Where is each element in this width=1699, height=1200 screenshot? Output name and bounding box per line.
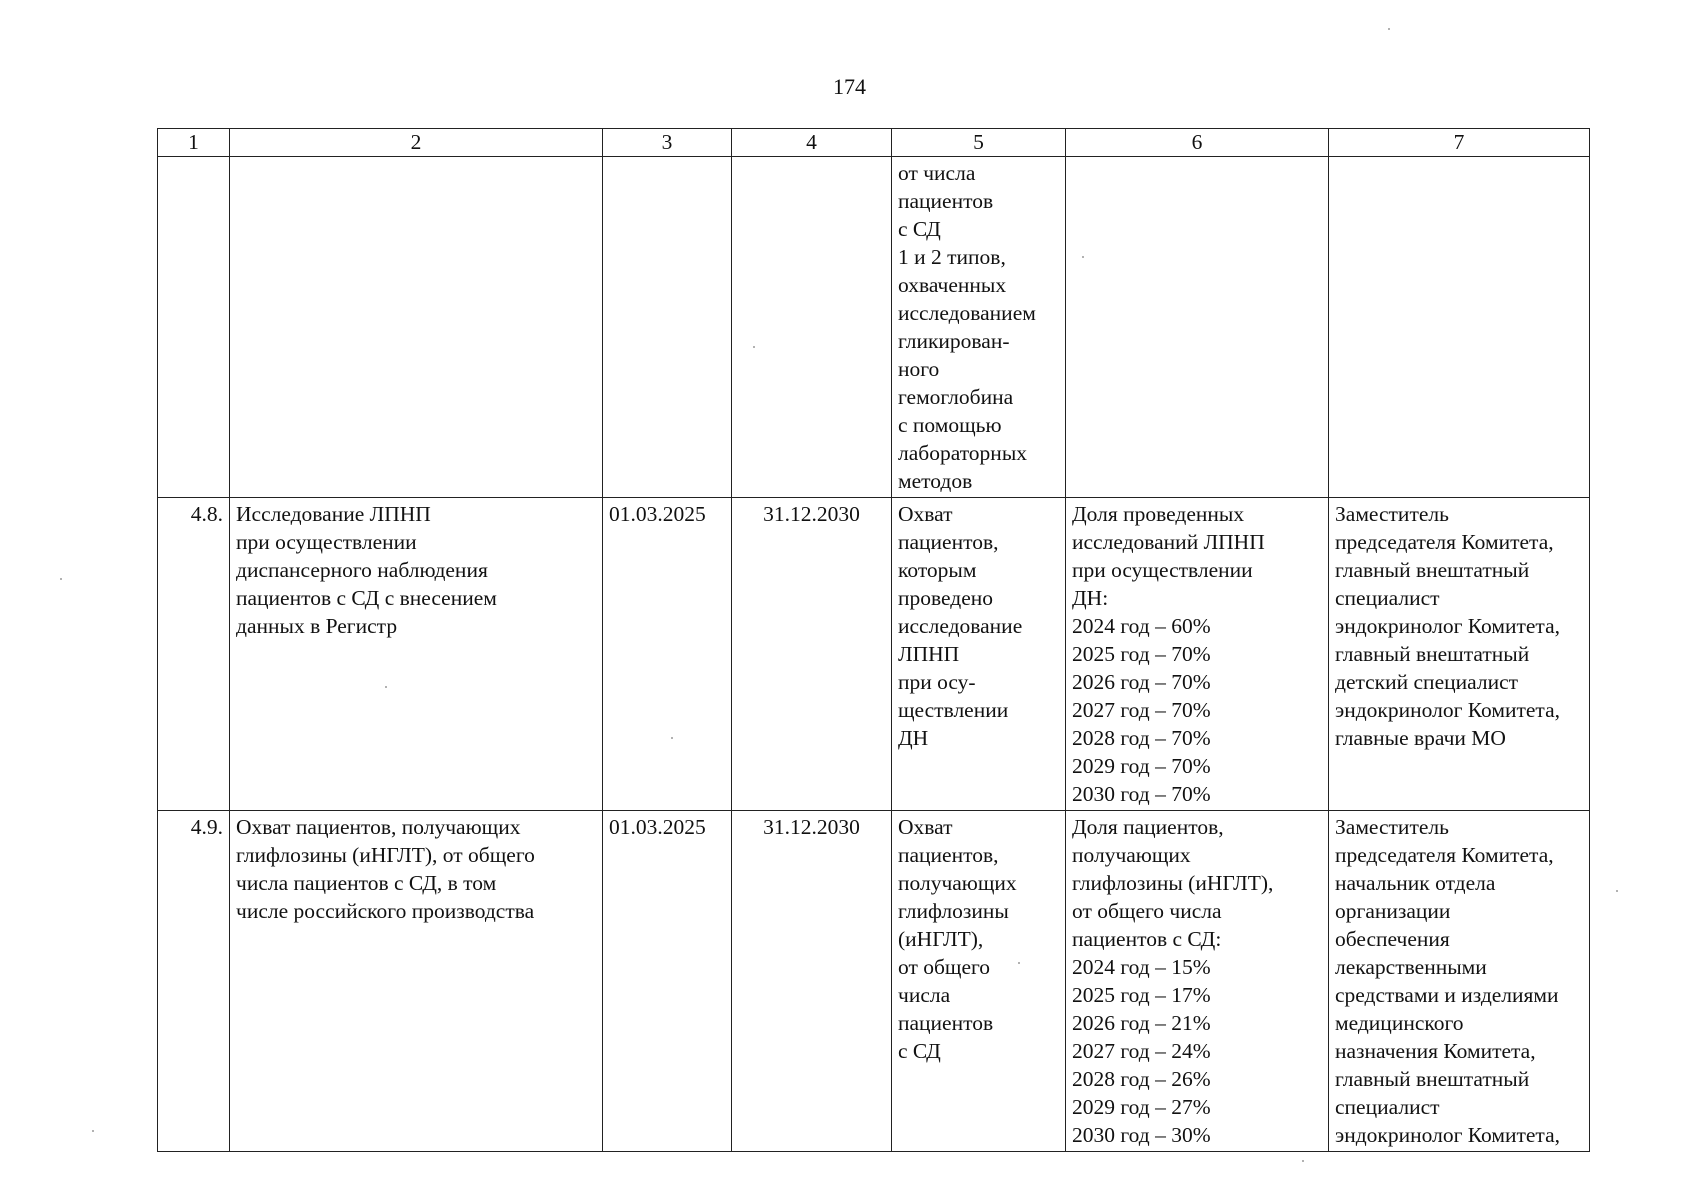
column-header-3: 3 xyxy=(603,129,732,157)
measure-name-cell: Охват пациентов, получающих глифлозины (иНГЛТ), от общего числа пациентов с СД, в том числе российского производства xyxy=(230,811,603,1152)
end-date-cell xyxy=(732,157,892,498)
row-number-cell: 4.9. xyxy=(158,811,230,1152)
scan-speck xyxy=(1388,28,1390,30)
target-value-cell xyxy=(1066,157,1329,498)
start-date-cell: 01.03.2025 xyxy=(603,498,732,811)
row-number-cell xyxy=(158,157,230,498)
column-header-5: 5 xyxy=(892,129,1066,157)
end-date-cell: 31.12.2030 xyxy=(732,811,892,1152)
responsible-cell: Заместитель председателя Комитета, главный внештатный специалист эндокринолог Комитета, главный внештатный детский специалист эндокринолог Комитета, главные врачи МО xyxy=(1329,498,1590,811)
column-header-2: 2 xyxy=(230,129,603,157)
responsible-cell: Заместитель председателя Комитета, начальник отдела организации обеспечения лекарственными средствами и изделиями медицинского назначения Комитета, главный внештатный специалист эндокринолог Комитета, xyxy=(1329,811,1590,1152)
responsible-cell xyxy=(1329,157,1590,498)
scan-speck xyxy=(92,1130,94,1132)
column-number-row xyxy=(158,129,1590,157)
scan-speck xyxy=(1302,1160,1304,1162)
scan-speck xyxy=(1018,962,1020,964)
column-header-6: 6 xyxy=(1066,129,1329,157)
end-date-cell: 31.12.2030 xyxy=(732,498,892,811)
scan-speck xyxy=(753,346,755,348)
indicator-cell: Охват пациентов, получающих глифлозины (иНГЛТ), от общего числа пациентов с СД xyxy=(892,811,1066,1152)
start-date-cell xyxy=(603,157,732,498)
scan-speck xyxy=(1616,890,1618,892)
indicator-cell: Охват пациентов, которым проведено исследование ЛПНП при осу- ществлении ДН xyxy=(892,498,1066,811)
measure-name-cell xyxy=(230,157,603,498)
table-row-4-8 xyxy=(158,498,1590,811)
table-row-continuation xyxy=(158,157,1590,498)
table-row-4-9 xyxy=(158,811,1590,1152)
measure-name-cell: Исследование ЛПНП при осуществлении диспансерного наблюдения пациентов с СД с внесением данных в Регистр xyxy=(230,498,603,811)
scan-speck xyxy=(60,578,62,580)
measures-table xyxy=(157,128,1590,1152)
indicator-cell: от числа пациентов с СД 1 и 2 типов, охваченных исследованием гликирован- ного гемоглобина с помощью лабораторных методов xyxy=(892,157,1066,498)
scan-speck xyxy=(1082,256,1084,258)
column-header-7: 7 xyxy=(1329,129,1590,157)
target-value-cell: Доля пациентов, получающих глифлозины (иНГЛТ), от общего числа пациентов с СД: 2024 год – 15% 2025 год – 17% 2026 год – 21% 2027 год – 24% 2028 год – 26% 2029 год – 27% 2030 год – 30% xyxy=(1066,811,1329,1152)
scan-speck xyxy=(671,737,673,739)
column-header-1: 1 xyxy=(158,129,230,157)
target-value-cell: Доля проведенных исследований ЛПНП при осуществлении ДН: 2024 год – 60% 2025 год – 70% 2026 год – 70% 2027 год – 70% 2028 год – 70% 2029 год – 70% 2030 год – 70% xyxy=(1066,498,1329,811)
column-header-4: 4 xyxy=(732,129,892,157)
scan-speck xyxy=(385,686,387,688)
start-date-cell: 01.03.2025 xyxy=(603,811,732,1152)
page-number: 174 xyxy=(833,74,866,99)
row-number-cell: 4.8. xyxy=(158,498,230,811)
